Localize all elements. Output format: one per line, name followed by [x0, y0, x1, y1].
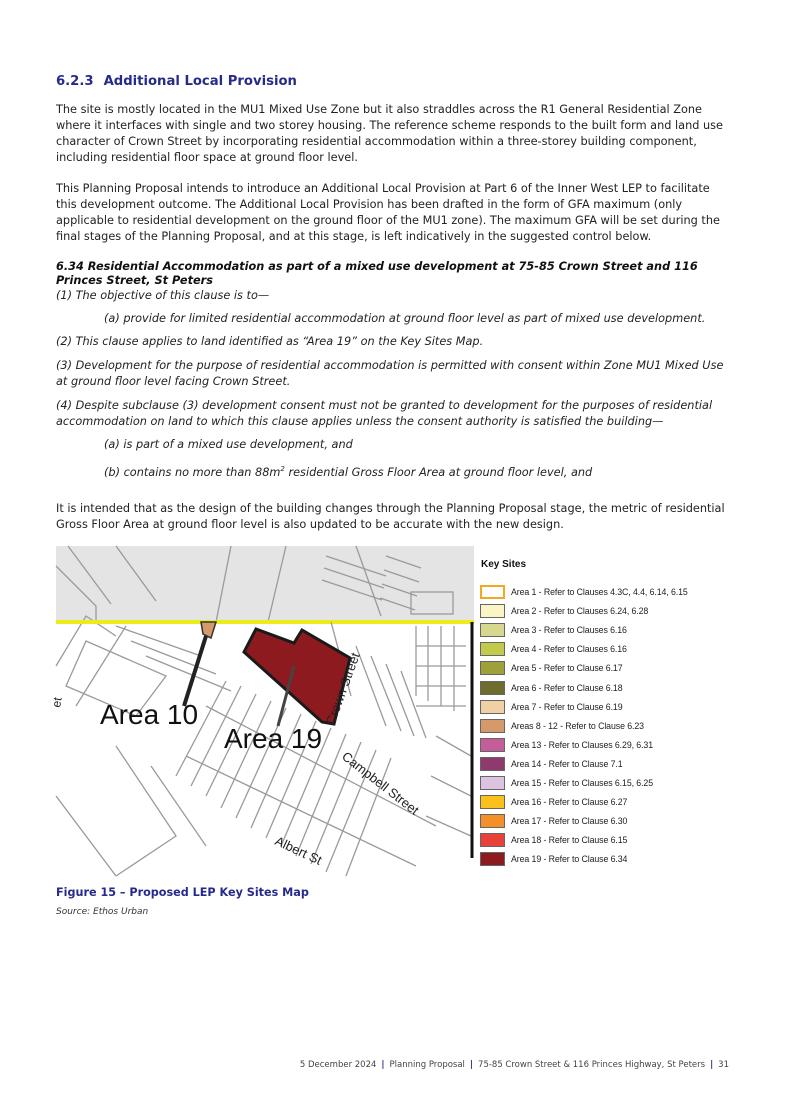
legend-label: Area 2 - Refer to Clauses 6.24, 6.28: [511, 606, 649, 617]
legend-title: Key Sites: [481, 559, 527, 570]
legend-label: Area 1 - Refer to Clauses 4.3C, 4.4, 6.14, 6.15: [511, 587, 688, 597]
legend-label: Areas 8 - 12 - Refer to Clause 6.23: [511, 720, 644, 731]
legend-swatch: [480, 833, 505, 847]
footer-address: 75-85 Crown Street & 116 Princes Highway, St Peters: [478, 1060, 706, 1070]
legend-label: Area 4 - Refer to Clauses 6.16: [511, 644, 627, 655]
footer-page-number: 31: [718, 1060, 729, 1070]
legend-swatch: [480, 852, 505, 866]
legend-label: Area 15 - Refer to Clauses 6.15, 6.25: [511, 778, 654, 788]
legend-label: Area 14 - Refer to Clause 7.1: [511, 758, 623, 769]
legend-swatch: [480, 642, 505, 656]
area-10-label: Area 10: [100, 699, 199, 730]
clause-objective-a: (a) provide for limited residential accommodation at ground floor level as part of mixed use development.: [104, 312, 706, 325]
paragraph-1: The site is mostly located in the MU1 Mixed Use Zone but it also straddles across the R1 General Residential Zone where it interfaces with single and two storey housing. The reference scheme responds to the built form and land use character of Crown Street by incorporating residential accommodation within a three-storey building component, including residential floor space at ground floor level.: [56, 103, 723, 164]
footer-document: Planning Proposal: [389, 1060, 465, 1070]
legend-item: [480, 794, 627, 810]
legend-swatch: [480, 681, 505, 695]
legend-label: Area 19 - Refer to Clause 6.34: [511, 854, 628, 865]
legend-label: Area 6 - Refer to Clause 6.18: [511, 682, 623, 693]
legend-swatch: [480, 700, 505, 714]
clause-subclause-4a: (a) is part of a mixed use development, and: [104, 438, 353, 451]
legend-item: [480, 680, 623, 696]
legend-item: [480, 660, 623, 676]
clause-subclause-2: (2) This clause applies to land identified as “Area 19” on the Key Sites Map.: [56, 335, 484, 348]
legend-label: Area 13 - Refer to Clauses 6.29, 6.31: [511, 739, 654, 750]
legend-item: [480, 737, 653, 753]
legend-swatch: [480, 585, 505, 599]
legend-swatch: [480, 776, 505, 790]
clause-4b-text: (b) contains no more than 88m: [104, 465, 281, 479]
legend-item: [480, 851, 627, 867]
paragraph-2: This Planning Proposal intends to introduce an Additional Local Provision at Part 6 of the Inner West LEP to facilitate this development outcome. The Additional Local Provision has been drafted in the form of GFA maximum (only applicable to residential development on the ground floor of the MU1 zone). The maximum GFA will be set during the final stages of the Planning Proposal, and at this stage, is left indicatively in the suggested control below.: [56, 182, 720, 243]
legend-label: Area 3 - Refer to Clauses 6.16: [511, 625, 627, 636]
page-footer: 5 December 2024 | Planning Proposal | 75-85 Crown Street & 116 Princes Highway, St Peters | 31: [299, 1060, 729, 1070]
clause-subclause-4: (4) Despite subclause (3) development consent must not be granted to development for the purposes of residential accommodation on land to which this clause applies unless the consent authority is satisfied the building—: [56, 399, 713, 428]
legend-swatch: [480, 623, 505, 637]
legend-swatch: [480, 795, 505, 809]
edge-street-label: et: [49, 696, 65, 709]
area-19-label: Area 19: [224, 723, 323, 754]
legend-swatch: [480, 661, 505, 675]
campbell-street-label: Campbell Street: [339, 748, 422, 818]
legend-swatch: [480, 604, 505, 618]
superscript-2: 2: [280, 465, 285, 473]
clause-4b-text-end: residential Gross Floor Area at ground floor level, and: [284, 465, 593, 479]
albert-street-label: Albert St: [272, 833, 325, 868]
legend-label: Area 16 - Refer to Clause 6.27: [511, 797, 628, 808]
legend-item: [480, 603, 648, 619]
legend-swatch: [480, 738, 505, 752]
clause-objective: (1) The objective of this clause is to—: [56, 289, 270, 302]
closing-paragraph: It is intended that as the design of the building changes through the Planning Proposal stage, the metric of residential Gross Floor Area at ground floor level is also updated to be accurate with the new design.: [56, 502, 725, 531]
legend-swatch: [480, 757, 505, 771]
clause-title: 6.34 Residential Accommodation as part of a mixed use development at 75-85 Crown Street and 116 Princes Street, St Peters: [56, 260, 698, 287]
legend-label: Area 7 - Refer to Clause 6.19: [511, 701, 623, 712]
legend-item: [480, 641, 627, 657]
legend-item: [480, 813, 627, 829]
clause-subclause-3: (3) Development for the purpose of residential accommodation is permitted with consent within Zone MU1 Mixed Use at ground floor level facing Crown Street.: [56, 359, 724, 388]
section-number: 6.2.3: [56, 74, 94, 89]
legend-item: [480, 832, 627, 848]
legend-item: [480, 622, 627, 638]
legend-item: [480, 775, 653, 791]
crown-street-label: Crown Street: [322, 650, 363, 728]
legend-swatch: [480, 814, 505, 828]
legend-item: [480, 756, 623, 772]
legend-label: Area 17 - Refer to Clause 6.30: [511, 816, 628, 827]
legend-label: Area 5 - Refer to Clause 6.17: [511, 663, 623, 674]
figure-caption: Figure 15 – Proposed LEP Key Sites Map: [56, 886, 309, 899]
legend-item: [480, 584, 688, 600]
legend-item: [480, 699, 623, 715]
legend-swatch: [480, 719, 505, 733]
footer-date: 5 December 2024: [299, 1060, 377, 1070]
figure-source: Source: Ethos Urban: [56, 907, 149, 917]
legend-label: Area 18 - Refer to Clause 6.15: [511, 835, 628, 846]
section-title: Additional Local Provision: [103, 74, 297, 89]
section-heading: [56, 74, 297, 89]
legend-item: [480, 718, 644, 734]
clause-subclause-4b: [104, 461, 724, 481]
